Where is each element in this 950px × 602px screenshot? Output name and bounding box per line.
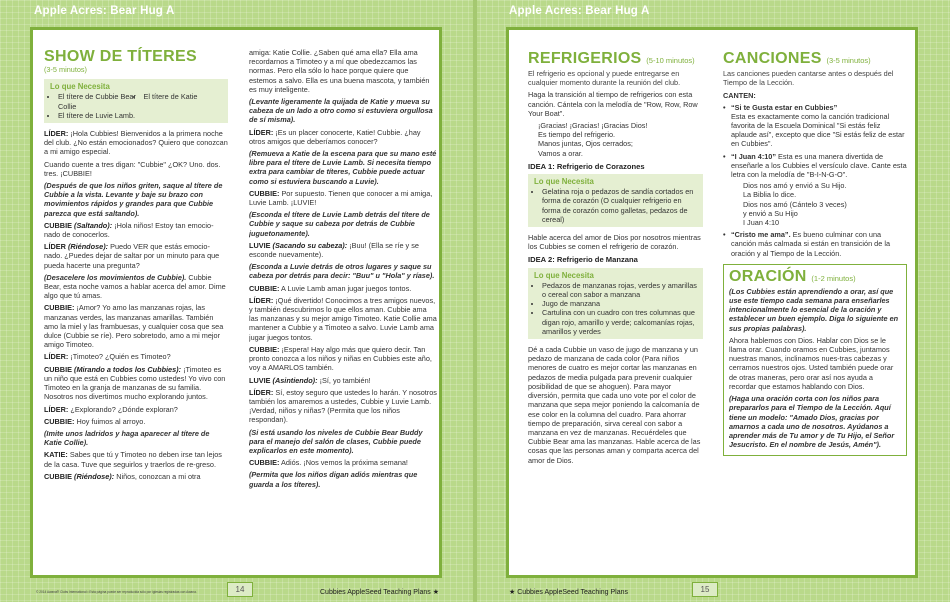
song-line: ¡Gracias! ¡Gracias! ¡Gracias Dios! [538, 121, 648, 131]
stage-direction: (Después de que los niños griten, saque al títere de Cubbie a la vista. Levante y baje su brazo con movimientos rápidos y grandes para que Cubbie parezca que está saltando). [44, 181, 223, 218]
song-item-1-text: Esta es exactamente como la canción tradicional favorita de la Escuela Dominical "Si estás feliz aplaude así", excepto que dice "Si estás feliz de estar en Cubbies". [731, 111, 905, 149]
left-page-column-2 [249, 30, 437, 575]
dialogue-text: ¡Es un placer conocerte, Katie! Cubbie. ¿hay otros amigos que deberíamos conocer? [249, 127, 421, 146]
speaker-label: LÍDER: [44, 352, 69, 362]
stage-direction: (Esconda el títere de Luvie Lamb detrás del títere de Cubbie y saque su cabeza por detrás de Cubbie juguetonamente). [249, 210, 430, 238]
script-line [249, 428, 437, 456]
speaker-label: LUVIE [249, 375, 271, 385]
page-title-right: Apple Acres: Bear Hug A [509, 5, 650, 17]
dialogue-text: ¡Timoteo es un niño que está en Cubbies como ustedes! Yo vivo con Timoteo en la granja de manzanas de su familia. Nosotros nos divertimos mucho explorando juntos. [44, 364, 226, 402]
speaker-direction: (Riéndose): [67, 242, 109, 252]
page-number-right: 15 [692, 582, 718, 597]
snacks-title [528, 50, 703, 69]
speaker-label: LÍDER: [249, 387, 274, 397]
idea-2-need-item: • Cartulina con un cuadro con tres columnas que digan rojo, amarillo y verde; calcomanías rojas, amarillos y verdes [542, 308, 698, 336]
speaker-direction: (Sacando su cabeza): [272, 240, 348, 250]
snack-song [528, 121, 703, 158]
stage-direction: (Esconda a Luvie detrás de otros lugares y saque su cabeza por detrás para decir: "Buu" u "Hola" y ríase). [249, 262, 435, 281]
stage-direction: (Permita que los niños digan adiós mientras que guarda a los títeres). [249, 470, 418, 489]
puppet-script-part-2 [249, 48, 437, 489]
idea-1-needs-list [534, 187, 698, 224]
prayer-text: Ahora hablemos con Dios. Hablar con Dios se le llama orar. Cuando oramos en Cubbies, juntamos nuestras manos, inclinamos nues-tras cabezas y cerramos nuestros ojos. Usted también puede orar de otras maneras, pero orar así nos ayuda a recordar que estamos hablando con Dios. [729, 335, 894, 391]
script-line [44, 365, 228, 402]
speaker-label: CUBBIE [44, 364, 72, 374]
script-line [44, 221, 228, 239]
speaker-label: CUBBIE [44, 220, 72, 230]
dialogue-text: ¡Timoteo? ¿Quién es Timoteo? [70, 352, 171, 362]
speaker-label: LUVIE [249, 240, 271, 250]
prayer-direction-2: (Haga una oración corta con los niños para prepararlos para el Tiempo de la Lección. Aquí tiene un modelo: "Amado Dios, gracias por amarnos a cada uno de nosotros. Ayúdanos a aprender más de Tu amor y de Tu Hijo, el Señor Jesucristo. En el nombre de Jesús, Amén"). [729, 394, 895, 450]
speaker-label: LÍDER: [44, 404, 69, 414]
speaker-direction: (Mirando a todos los Cubbies): [74, 364, 182, 374]
song-item-3-text: Es bueno culminar con una canción más calmada si están en transición de la oración y al Tiempo de la Lección. [731, 230, 890, 258]
puppet-script-part-1 [44, 129, 228, 481]
script-line [44, 352, 228, 361]
dialogue-text: A Luvie Lamb aman jugar juegos tontos. [281, 283, 412, 293]
script-line [249, 210, 437, 238]
speaker-label: LÍDER: [44, 129, 69, 139]
left-page-column-1 [44, 30, 228, 575]
dialogue-text: ¡Qué divertido! Conocimos a tres amigos nuevos, y también descubrimos lo que ellos aman. Cubbie ama las manzanas y su mejor amigo Timoteo. Katie Collie ama mantener a Cubbie y a Timoteo a salvo. Luvie Lamb ama jugar juegos tontos. [249, 295, 437, 342]
script-line [249, 128, 437, 146]
script-line [44, 429, 228, 447]
snacks-duration: (5-10 minutos) [646, 56, 695, 65]
prayer-direction-1: (Los Cubbies están aprendiendo a orar, así que use este tiempo cada semana para enseñarles intencionalmente lo esencial de la oración y establecer un buen ejemplo. Diga lo siguiente en sus propias palabras). [729, 286, 899, 333]
script-line [44, 129, 228, 157]
dialogue-text: ¡Amor? Yo amo las manzanas rojas, las manzanas verdes, las manzanas amarillas. También amo la miel y las frambuesas, y cualquier cosa que sea dulce (Cubbie se ríe). Pero sobretodo, amo a mi mejor amigo Timoteo. [44, 303, 224, 350]
script-line [249, 388, 437, 425]
script-line [249, 376, 437, 385]
script-line [44, 303, 228, 349]
dialogue-text: amiga: Katie Collie. ¿Saben qué ama ella? Ella ama recordarnos a Timoteo y a mí que obedezcamos las normas. Pero ella sólo lo hace porque quiere que estemos a salvo. Ella es una buena mascota, y también es muy inteligente. [249, 48, 430, 94]
book-spine [473, 0, 477, 602]
stage-direction: (Remueva a Katie de la escena para que su mano esté libre para el títere de Luvie Lamb. Si necesita tiempo extra para cambiar de títeres, Cubbie puede actuar como si estuviera buscando a Luvie). [249, 149, 437, 186]
song-line: Es tiempo del refrigerio. [538, 130, 616, 140]
idea-2-need-item: • Jugo de manzana [542, 299, 698, 308]
speaker-label: CUBBIE: [249, 344, 280, 354]
dialogue-text: Sí, estoy seguro que ustedes lo harán. Y nosotros también los amaremos a ustedes, Cubbie y Luvie Lamb. ¡Verdad, niños y niñas? (Permita que los niños respondan). [249, 387, 437, 425]
song-line: Vamos a orar. [538, 148, 583, 158]
puppet-need-item: • El títere de Katie [144, 92, 224, 110]
canten-label: CANTEN: [723, 91, 756, 101]
page-title-left: Apple Acres: Bear Hug A [34, 5, 175, 17]
stage-direction: (Si está usando los niveles de Cubbie Bear Buddy para el manejo del salón de clases, Cubbie puede explicarlos en este momento). [249, 427, 423, 455]
puppet-show-title: SHOW DE TÍTERES [44, 48, 197, 65]
song-item-2-text: Esta es una manera divertida de enseñarle a los Cubbies el versículo clave. Cante esta letra con la melodía de "B-I-N-G-O". [731, 151, 907, 180]
speaker-label: KATIE: [44, 450, 68, 460]
verse-line: I Juan 4:10 [743, 218, 780, 228]
script-line [249, 97, 437, 125]
idea-1-needs-box [528, 174, 703, 227]
idea-2-need-item: • Pedazos de manzanas rojas, verdes y amarillas o cereal con sabor a manzana [542, 281, 698, 299]
script-line [249, 296, 437, 342]
puppet-needs-box [44, 79, 228, 123]
script-line [249, 458, 437, 467]
verse-line: La Biblia lo dice. [743, 190, 797, 200]
speaker-label: CUBBIE: [44, 416, 75, 426]
puppet-show-duration: (3-5 minutos) [44, 65, 87, 74]
speaker-label: LÍDER: [249, 295, 274, 305]
dialogue-text: ¿Explorando? ¿Dónde exploran? [70, 404, 178, 414]
idea-2-heading: IDEA 2: Refrigerio de Manzana [528, 255, 638, 265]
speaker-label: LÍDER: [249, 127, 274, 137]
script-line [249, 189, 437, 207]
right-page-column-1 [528, 30, 703, 575]
idea-1-need-item: • Gelatina roja o pedazos de sandía cortados en forma de corazón (O cualquier refrigerio en forma de corazón como galletas, pedazos de cereal) [542, 187, 698, 224]
left-page [30, 27, 442, 578]
stage-direction: (Desacelere los movimientos de Cubbie). [44, 272, 187, 282]
stage-direction: (Imite unos ladridos y haga aparecer al títere de Katie Collie). [44, 428, 210, 448]
prayer-title-text: ORACIÓN [729, 267, 807, 285]
song-item-1-title: “Si te Gusta estar en Cubbies” [731, 102, 838, 112]
script-line [44, 450, 228, 468]
footer-brand-left: Cubbies AppleSeed Teaching Plans ★ [320, 589, 440, 596]
verse-lyrics [731, 181, 907, 227]
dialogue-text: Adiós. ¡Nos vemos la próxima semana! [281, 458, 408, 468]
idea-1-needs-title: Lo que Necesita [534, 177, 594, 187]
speaker-label: CUBBIE: [249, 283, 280, 293]
song-line: Manos juntas, Ojos cerrados; [538, 139, 633, 149]
script-line [249, 345, 437, 373]
script-line [44, 160, 228, 178]
dialogue-text: Niños, conozcan a mi otra [116, 471, 201, 481]
speaker-label: CUBBIE: [249, 188, 280, 198]
songs-intro: Las canciones pueden cantarse antes o después del Tiempo de la Lección. [723, 69, 894, 88]
speaker-label: CUBBIE: [249, 458, 280, 468]
puppet-need-item: • El títere de Cubbie Bear Collie [58, 92, 138, 110]
speaker-direction: (Saltando): [74, 220, 113, 230]
script-line [44, 417, 228, 426]
songs-title [723, 50, 907, 69]
copyright-notice: © 2014 Awana® Clubs International • Esta página puede ser reproducida sólo por iglesias registradas con Awana. [36, 590, 197, 594]
script-line [249, 48, 437, 94]
song-item-2-title: “I Juan 4:10” [731, 151, 777, 161]
snacks-intro: El refrigerio es opcional y puede entregarse en cualquier momento durante la reunión del club. [528, 69, 681, 88]
script-line [249, 149, 437, 186]
idea-2-text: Dé a cada Cubbie un vaso de jugo de manzana y un pedazo de manzana de cada color (Para niños menores de cuatro es mejor cortar las manzanas en pedazos de media pulgada para prevenir cualquier posibilidad de que se ahoguen). Para mayor diversión, permita que cada uno vote por el color de manzana que sepa mejor poniendo la calcomanía de ese color en la columna del cuadro. Para ahorrar tiempo de preparación, sirva cereal con sabor a manzana en vez de manzanas. Recuérdeles que Cubbie Bear ama las manzanas. Hable acerca de las cosas que las personas aman y comparta acerca del amor de Dios. [528, 345, 701, 465]
idea-2-needs-title: Lo que Necesita [534, 270, 594, 280]
dialogue-text: Cuando cuente a tres digan: "Cubbie" ¿OK? Uno. dos. tres. ¡CUBBIE! [44, 159, 221, 178]
script-line [249, 241, 437, 259]
prayer-section [723, 264, 907, 456]
script-line [44, 472, 228, 481]
speaker-direction: (Asintiendo): [272, 375, 318, 385]
page-number-left: 14 [227, 582, 253, 597]
idea-1-text: Hable acerca del amor de Dios por nosotros mientras los Cubbies se comen el refrigerio de corazón. [528, 233, 701, 252]
song-item-3-title: “Cristo me ama”. [731, 230, 791, 240]
script-line [44, 242, 228, 270]
script-line [249, 284, 437, 293]
speaker-label: CUBBIE [44, 471, 72, 481]
dialogue-text: Sabes que tú y Timoteo no deben irse tan lejos de la casa. Tuve que seguirlos y traerlos de re-greso. [44, 450, 222, 469]
speaker-label: LÍDER [44, 242, 66, 252]
script-line [249, 262, 437, 280]
dialogue-text: ¡Hola Cubbies! Bienvenidos a la primera noche del club. ¿No están emocionados? Quiero que conozcan a mi amigo especial. [44, 129, 228, 157]
songs-duration: (3-5 minutos) [826, 56, 871, 65]
verse-line: y envió a Su Hijo [743, 208, 798, 218]
snacks-transition: Haga la transición al tiempo de refrigerios con esta canción. Cántela con la melodía de "Row, Row, Row Your Boat". [528, 90, 698, 118]
right-page-column-2 [723, 30, 907, 575]
script-line [44, 273, 228, 301]
prayer-duration: (1-2 minutos) [811, 273, 856, 283]
script-line [44, 181, 228, 218]
stage-direction: (Levante ligeramente la quijada de Katie y mueva su cabeza de un lado a otro como si estuviera orgullosa de sí misma). [249, 97, 433, 125]
puppet-needs-list [50, 92, 223, 120]
idea-1-heading: IDEA 1: Refrigerio de Corazones [528, 161, 645, 171]
speaker-direction: (Riéndose): [74, 471, 115, 481]
idea-2-needs-list [534, 281, 698, 336]
dialogue-text: ¡Hola niños! Estoy tan emocio-nado de conocerlos. [44, 220, 214, 240]
prayer-title [729, 268, 901, 287]
dialogue-text: ¡Buu! (Ella se ríe y se esconde nuevamente). [249, 240, 419, 260]
song-item-3 [723, 230, 907, 258]
dialogue-text: ¡Espera! Hay algo más que quiero decir. Tan pronto conozca a los niños y niñas en Cubbies este año, voy a AMARLOS también. [249, 344, 432, 373]
script-line [249, 470, 437, 488]
dialogue-text: Puedo VER que estás emocio-nado. ¿Puedes dejar de saltar por un minuto para que pueda hacerte una pregunta? [44, 242, 220, 270]
puppet-needs-title: Lo que Necesita [50, 82, 110, 92]
speaker-label: CUBBIE: [44, 303, 75, 313]
song-item-1 [723, 103, 907, 149]
footer-brand-right: ★ Cubbies AppleSeed Teaching Plans [509, 589, 629, 596]
song-item-2 [723, 152, 907, 228]
dialogue-text: Hoy fuimos al arroyo. [76, 416, 146, 426]
verse-line: Dios nos amó y envió a Su Hijo. [743, 181, 847, 191]
dialogue-text: ¡Sí, yo también! [319, 375, 371, 385]
puppet-need-item: • El títere de Luvie Lamb. [58, 111, 138, 120]
script-line [44, 405, 228, 414]
songs-title-text: CANCIONES [723, 50, 822, 67]
snacks-title-text: REFRIGERIOS [528, 50, 642, 67]
verse-line: Dios nos amó (Cántelo 3 veces) [743, 199, 847, 209]
right-page [506, 27, 918, 578]
dialogue-text: Cubbie Bear, esta noche vamos a hablar acerca del amor. Dime algo que tú amas. [44, 272, 226, 301]
dialogue-text: Por supuesto. Tienen que conocer a mi amiga, Luvie Lamb. ¡LUVIE! [249, 188, 433, 208]
idea-2-needs-box [528, 268, 703, 339]
